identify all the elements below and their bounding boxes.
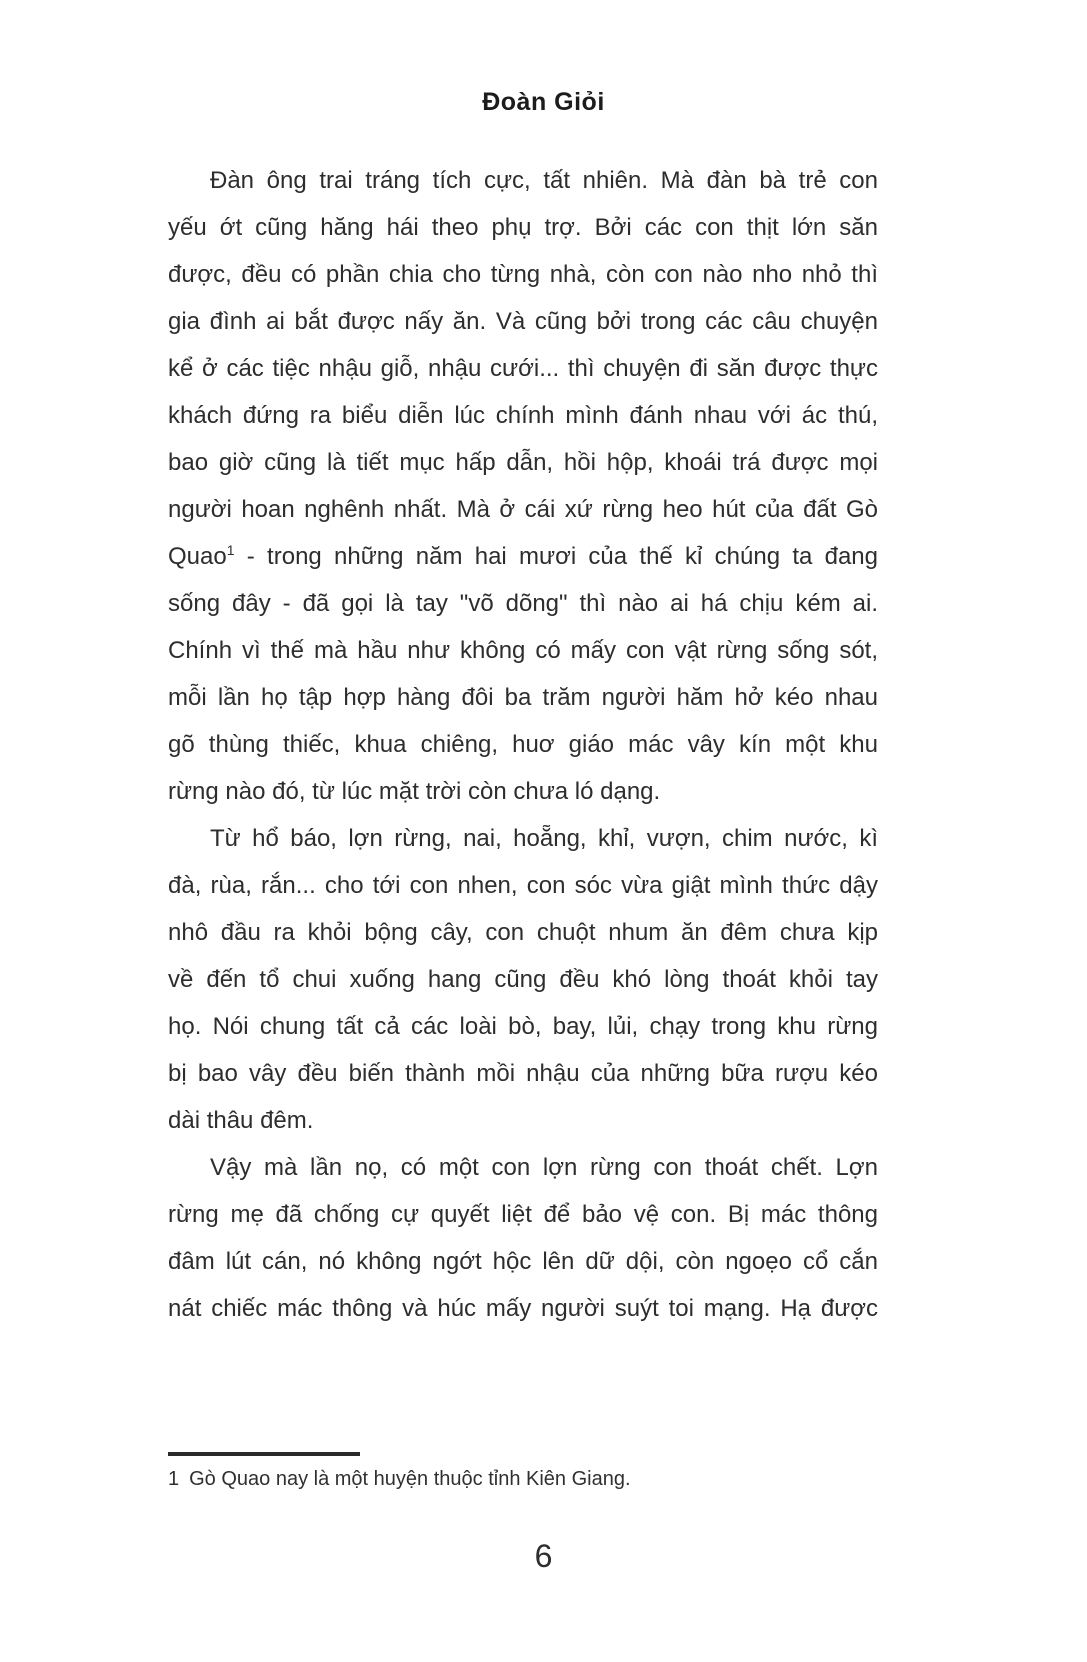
text-run: sống đây - đã gọi là tay "võ dõng" thì nào ai há chịu kém ai.	[168, 590, 878, 617]
text-run: đà, rùa, rắn... cho tới con nhen, con sóc vừa giật mình thức dậy	[168, 872, 878, 899]
text-run: mỗi lần họ tập hợp hàng đôi ba trăm người hăm hở kéo nhau	[168, 684, 878, 711]
text-line	[168, 862, 878, 909]
footnote	[168, 1466, 878, 1492]
footnote-area	[168, 1452, 878, 1492]
paragraph	[168, 157, 878, 815]
text-line	[168, 1238, 878, 1285]
text-line	[168, 721, 878, 768]
text-line	[168, 204, 878, 251]
running-head	[0, 88, 1087, 117]
text-run: dài thâu đêm.	[168, 1107, 314, 1134]
text-run: Vậy mà lần nọ, có một con lợn rừng con thoát chết. Lợn	[210, 1154, 878, 1181]
text-line	[168, 157, 878, 204]
author-name: Đoàn Giỏi	[482, 88, 605, 116]
text-line	[168, 533, 878, 580]
text-run: bị bao vây đều biến thành mồi nhậu của những bữa rượu kéo	[168, 1060, 878, 1087]
text-run: rừng nào đó, từ lúc mặt trời còn chưa ló dạng.	[168, 778, 661, 805]
text-run: Chính vì thế mà hầu như không có mấy con vật rừng sống sót,	[168, 637, 878, 664]
text-line	[168, 392, 878, 439]
text-line	[168, 1144, 878, 1191]
text-run: được, đều có phần chia cho từng nhà, còn con nào nho nhỏ thì	[168, 261, 878, 288]
text-run: nhô đầu ra khỏi bộng cây, con chuột nhum ăn đêm chưa kịp	[168, 919, 878, 946]
paragraph	[168, 1144, 878, 1332]
text-line	[168, 298, 878, 345]
text-line	[168, 956, 878, 1003]
page-number: 6	[534, 1538, 553, 1574]
text-line	[168, 486, 878, 533]
text-run: yếu ớt cũng hăng hái theo phụ trợ. Bởi các con thịt lớn săn	[168, 214, 878, 241]
text-run: rừng mẹ đã chống cự quyết liệt để bảo vệ con. Bị mác thông	[168, 1201, 878, 1228]
text-run: về đến tổ chui xuống hang cũng đều khó lòng thoát khỏi tay	[168, 966, 878, 993]
text-run: Đàn ông trai tráng tích cực, tất nhiên. Mà đàn bà trẻ con	[210, 167, 878, 194]
text-line	[168, 439, 878, 486]
text-run: nát chiếc mác thông và húc mấy người suýt toi mạng. Hạ được	[168, 1295, 878, 1322]
footnote-marker: 1	[168, 1468, 180, 1490]
text-line	[168, 345, 878, 392]
text-run: Từ hổ báo, lợn rừng, nai, hoẵng, khỉ, vượn, chim nước, kì	[210, 825, 878, 852]
footnote-text: Gò Quao nay là một huyện thuộc tỉnh Kiên Giang.	[189, 1468, 631, 1490]
text-line	[168, 1003, 878, 1050]
text-run: Quao	[168, 543, 227, 570]
body-text	[168, 157, 878, 1332]
text-line	[168, 1050, 878, 1097]
text-run: kể ở các tiệc nhậu giỗ, nhậu cưới... thì chuyện đi săn được thực	[168, 355, 878, 382]
text-run: - trong những năm hai mươi của thế kỉ chúng ta đang	[234, 543, 878, 570]
text-run: đâm lút cán, nó không ngớt hộc lên dữ dội, còn ngoẹo cổ cắn	[168, 1248, 878, 1275]
text-run: bao giờ cũng là tiết mục hấp dẫn, hồi hộp, khoái trá được mọi	[168, 449, 878, 476]
text-line	[168, 1285, 878, 1332]
text-run: người hoan nghênh nhất. Mà ở cái xứ rừng heo hút của đất Gò	[168, 496, 878, 523]
text-run: gõ thùng thiếc, khua chiêng, huơ giáo mác vây kín một khu	[168, 731, 878, 758]
text-line	[168, 815, 878, 862]
text-line	[168, 251, 878, 298]
text-line	[168, 768, 878, 815]
text-line	[168, 1191, 878, 1238]
paragraph	[168, 815, 878, 1144]
text-run: gia đình ai bắt được nấy ăn. Và cũng bởi trong các câu chuyện	[168, 308, 878, 335]
footnote-reference: 1	[226, 542, 235, 558]
text-line	[168, 1097, 878, 1144]
text-line	[168, 580, 878, 627]
footnote-separator-rule	[168, 1452, 360, 1456]
text-line	[168, 627, 878, 674]
text-run: họ. Nói chung tất cả các loài bò, bay, lủi, chạy trong khu rừng	[168, 1013, 878, 1040]
text-run: khách đứng ra biểu diễn lúc chính mình đánh nhau với ác thú,	[168, 402, 878, 429]
text-line	[168, 674, 878, 721]
text-line	[168, 909, 878, 956]
